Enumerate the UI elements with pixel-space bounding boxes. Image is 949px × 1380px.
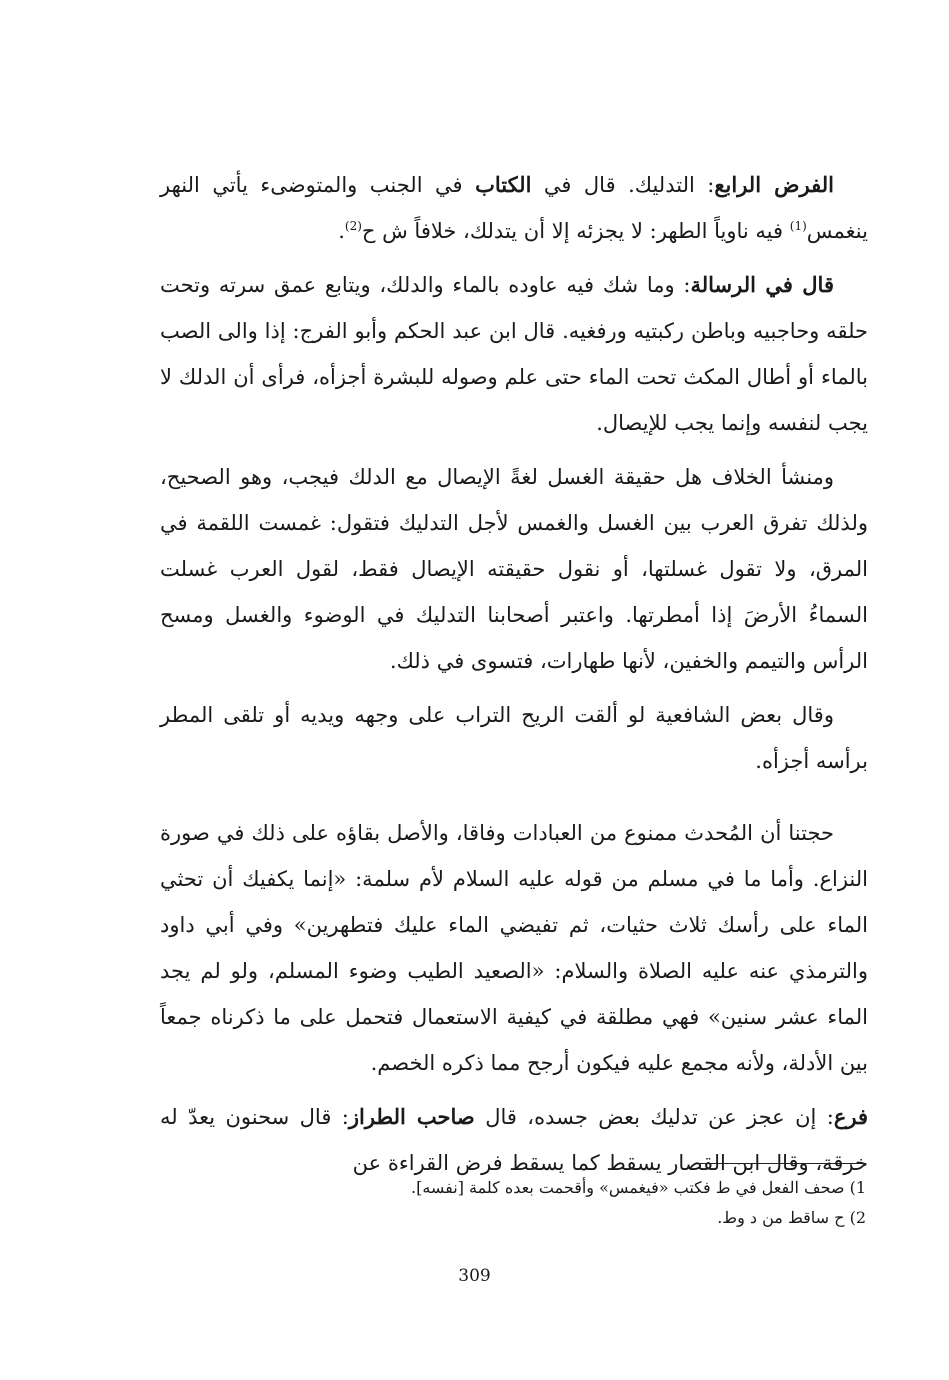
footnote-ref-2: (2): [344, 219, 362, 233]
paragraph-3: ومنشأ الخلاف هل حقيقة الغسل لغةً الإيصال مع الدلك فيجب، وهو الصحيح، ولذلك تفرق العرب بين الغسل والغمس لأجل التدليك فتقول: غمست اللقمة في المرق، ولا تقول غسلتها، أو نقول حقيقته الإيصال فقط، لقول العرب غسلت السماءُ الأرضَ إذا أمطرتها. واعتبر أصحابنا التدليك في الوضوء والغسل ومسح الرأس والتيمم والخفين، لأنها طهارات، فتسوى في ذلك.: [160, 465, 868, 673]
main-text: [160, 162, 868, 1186]
paragraph-2: قال في الرسالة: وما شك فيه عاوده بالماء والدلك، ويتابع عمق سرته وتحت حلقه وحاجبيه وباطن ركبتيه ورفغيه. قال ابن عبد الحكم وأبو الفرج: إذا والى الصب بالماء أو أطال المكث تحت الماء حتى علم وصوله للبشرة أجزأه، فرأى أن الدلك لا يجب لنفسه وإنما يجب للإيصال.: [160, 272, 868, 435]
page-number: 309: [458, 1266, 491, 1286]
footnote-ref-1: (1): [789, 219, 807, 233]
paragraph-1: الفرض الرابع: التدليك. قال في الكتاب في الجنب والمتوضىء يأتي النهر ينغمس$^{(1)}$ فيه ناوياً الطهر: لا يجزئه إلا أن يتدلك، خلافاً ش ح$^{(2)}$.: [160, 172, 868, 243]
paragraph-4: وقال بعض الشافعية لو ألقت الريح التراب على وجهه ويديه أو تلقى المطر برأسه أجزأه.: [160, 703, 868, 773]
paragraph-5: حجتنا أن المُحدث ممنوع من العبادات وفاقا، والأصل بقاؤه على ذلك في صورة النزاع. وأما ما في مسلم من قوله عليه السلام لأم سلمة: «إنما يكفيك أن تحثي الماء على رأسك ثلاث حثيات، ثم تفيضي الماء عليك فتطهرين» وفي أبي داود والترمذي عنه عليه الصلاة والسلام: «الصعيد الطيب وضوء المسلم، ولو لم يجد الماء عشر سنين» فهي مطلقة في كيفية الاستعمال فتحمل على ما ذكرناه جمعاً بين الأدلة، ولأنه مجمع عليه فيكون أرجح مما ذكره الخصم.: [160, 821, 868, 1075]
footnotes: [160, 1173, 866, 1233]
section-heading: الفرض الرابع: [714, 172, 834, 197]
footnote-1: 1) صحف الفعل في ط فكتب «فيغمس» وأقحمت بعده كلمة [نفسه].: [410, 1178, 866, 1197]
branch-heading: فرع: [833, 1104, 869, 1129]
footnote-2: 2) ح ساقط من د وط.: [717, 1208, 866, 1227]
paragraph-6: فرع: إن عجز عن تدليك بعض جسده، قال صاحب الطراز: قال سحنون يعدّ له خرقة، وقال ابن القصار يسقط كما يسقط فرض القراءة عن: [160, 1104, 869, 1175]
footnote-divider: [700, 1163, 866, 1164]
